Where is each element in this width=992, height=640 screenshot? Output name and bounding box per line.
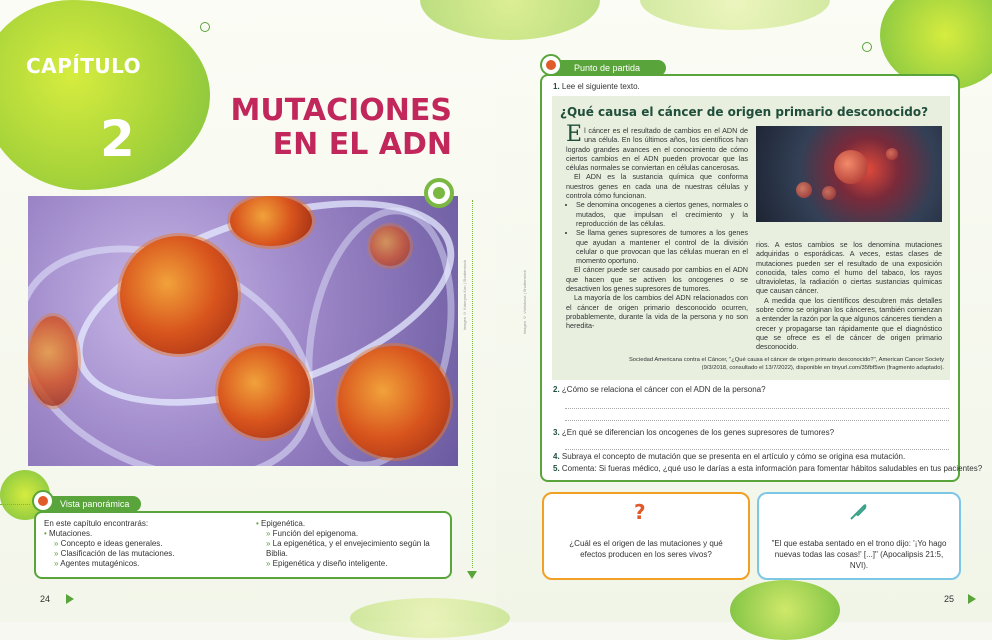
chapter-title	[230, 94, 452, 162]
article-paragraph	[566, 122, 748, 173]
image-credit: Imagen © Vshivkova | Shutterstock	[522, 270, 527, 335]
eye-icon	[32, 490, 54, 512]
question-3	[553, 428, 834, 437]
panorama-subitem	[44, 539, 175, 549]
chapter-title-line2: EN EL ADN	[272, 127, 452, 162]
panorama-topic	[44, 529, 175, 539]
bullet-icon: •	[256, 519, 262, 528]
question-number: 3.	[553, 428, 560, 437]
panorama-subitem	[256, 559, 450, 569]
map-pin-icon	[540, 54, 562, 76]
article-paragraph: El ADN es la sustancia química que conforma nuestros genes en cada una de nuestras células y controla cómo funcionan.	[566, 172, 748, 201]
panorama-subitem	[256, 539, 450, 559]
question-4	[553, 452, 905, 461]
bullet-icon: •	[44, 529, 50, 538]
question-5	[553, 464, 982, 473]
dotted-guide	[0, 504, 30, 505]
article-paragraph: A medida que los científicos descubren más detalles sobre cómo se originan los cánceres, también comienzan a entender la razón por la que algunos cánceres tienden a crecer y propagarse tan rápidamente que el diagnóstico que se ofrece es el de cáncer de origen primario desconocido.	[756, 295, 942, 352]
dropcap: E	[566, 122, 583, 147]
question-1	[553, 82, 640, 91]
panorama-box	[34, 511, 452, 579]
panorama-column-1	[44, 529, 175, 569]
panorama-subitem-text: Función del epigenoma.	[272, 529, 359, 538]
cell-shape	[886, 148, 898, 160]
decorative-circle	[862, 42, 872, 52]
panorama-header: Vista panorámica	[42, 496, 141, 512]
next-arrow-icon	[66, 594, 74, 604]
key-question-card	[542, 492, 750, 580]
decorative-circle	[200, 22, 210, 32]
article-bullet: • Se llama genes supresores de tumores a los genes que ayudan a mantener el control de la división celular o que provocan que las células mueran en el momento oportuno.	[576, 228, 748, 265]
cancer-cell-photo	[756, 126, 942, 222]
answer-line[interactable]	[565, 408, 949, 409]
feather-icon	[848, 502, 868, 522]
article-paragraph: La mayoría de los cambios del ADN relacionados con el cáncer de origen primario desconocido ocurren, probablemente, durante la vida de la persona y no son heredita-	[566, 293, 748, 331]
answer-line[interactable]	[565, 420, 949, 421]
section-header: Punto de partida	[556, 60, 666, 76]
virus-particle	[338, 346, 450, 458]
image-credit: Imagen © Kateryna Kon | Shutterstock	[462, 260, 467, 331]
panorama-intro: En este capítulo encontrarás:	[44, 519, 149, 528]
article-bullet: • Se denomina oncogenes a ciertos genes, normales o mutados, que impulsan el crecimiento y la reproducción de las células.	[576, 200, 748, 228]
cell-shape	[834, 150, 868, 184]
article-column-2	[756, 240, 942, 352]
dna-virus-illustration	[28, 196, 458, 466]
decorative-blob	[730, 580, 840, 640]
article-paragraph: rios. A estos cambios se los denomina mutaciones adquiridas o esporádicas. A veces, estas clases de mutaciones pueden ser el resultado de una exposición conocida, tales como el humo del tabaco, los rayos ultravioletas, la radiación o ciertas sustancias químicas que causan cáncer.	[756, 240, 942, 296]
panorama-topic-title: Epigenética.	[261, 519, 306, 528]
cell-shape	[822, 186, 836, 200]
answer-line[interactable]	[565, 449, 949, 450]
source-line: (9/3/2018, consultado el 13/7/2022), disponible en tinyurl.com/35fbf5wn (fragmento adaptado).	[701, 365, 944, 371]
bullet-icon: »	[54, 549, 61, 558]
panorama-subitem-text: Epigenética y diseño inteligente.	[272, 559, 388, 568]
question-mark-icon: ?	[634, 500, 646, 524]
panorama-subitem-text: Agentes mutagénicos.	[60, 559, 140, 568]
bullet-icon: »	[54, 539, 61, 548]
question-text: Lee el siguiente texto.	[561, 82, 640, 91]
article-column-1	[566, 122, 748, 331]
virus-particle	[218, 346, 310, 438]
panorama-subitem-text: Clasificación de las mutaciones.	[60, 549, 175, 558]
question-text: ¿Cómo se relaciona el cáncer con el ADN de la persona?	[561, 385, 766, 394]
dotted-guide	[472, 200, 473, 568]
virus-particle	[370, 226, 410, 266]
chapter-title-line1: MUTACIONES	[230, 93, 452, 128]
panorama-subitem-text: Concepto e ideas generales.	[60, 539, 163, 548]
decorative-blob	[350, 598, 510, 638]
panorama-subitem	[44, 559, 175, 569]
source-line: Sociedad Americana contra el Cáncer, "¿Qué causa el cáncer de origen primario desconocido?", American Cancer Society	[628, 357, 944, 363]
virus-particle	[230, 196, 312, 246]
panorama-subitem	[256, 529, 450, 539]
virus-particle	[120, 236, 238, 354]
bible-quote-text: "El que estaba sentado en el trono dijo: '¡Yo hago nuevas todas las cosas!' [...]" (Apocalipsis 21:5, NVI).	[771, 539, 947, 570]
question-number: 4.	[553, 452, 560, 461]
question-text: Comenta: Si fueras médico, ¿qué uso le darías a esta información para fomentar hábitos saludables en tus pacientes?	[561, 464, 983, 473]
chapter-number: 2	[100, 110, 135, 168]
question-number: 5.	[553, 464, 560, 473]
page-number-right: 25	[944, 594, 955, 604]
question-number: 2.	[553, 385, 560, 394]
panorama-topic-title: Mutaciones.	[49, 529, 93, 538]
article-paragraph: El cáncer puede ser causado por cambios en el ADN que hacen que se activen los oncogenes o se desactiven los genes supresores de tumores.	[566, 265, 748, 294]
bullet-icon: »	[266, 559, 273, 568]
article-title: ¿Qué causa el cáncer de origen primario desconocido?	[560, 105, 929, 119]
virus-particle	[28, 316, 78, 406]
article-source	[560, 356, 944, 372]
article-paragraph-text: l cáncer es el resultado de cambios en el ADN de una célula. En los últimos años, los científicos han logrado grandes avances en el conocimiento de cómo ciertos cambios en el ADN pueden provocar que las células normales se conviertan en células cancerosas.	[566, 126, 748, 173]
question-2	[553, 385, 766, 394]
question-number: 1.	[553, 82, 560, 91]
bullet-icon: »	[266, 539, 273, 548]
panorama-topic	[256, 519, 450, 529]
panorama-subitem	[44, 549, 175, 559]
question-text: ¿En qué se diferencian los oncogenes de los genes supresores de tumores?	[561, 428, 835, 437]
bullet-icon: »	[54, 559, 61, 568]
next-arrow-icon	[467, 571, 477, 579]
panorama-column-2	[256, 519, 450, 569]
panorama-subitem-text: La epigenética, y el envejecimiento según la Biblia.	[266, 539, 430, 558]
bullet-icon: »	[266, 529, 273, 538]
cell-shape	[796, 182, 812, 198]
key-question-text: ¿Cuál es el origen de las mutaciones y qué efectos producen en los seres vivos?	[569, 539, 723, 559]
next-arrow-icon	[968, 594, 976, 604]
page-number-left: 24	[40, 594, 51, 604]
question-text: Subraya el concepto de mutación que se presenta en el artículo y cómo se origina esa mutación.	[561, 452, 906, 461]
target-icon	[424, 178, 454, 208]
chapter-label: CAPÍTULO	[26, 54, 142, 78]
